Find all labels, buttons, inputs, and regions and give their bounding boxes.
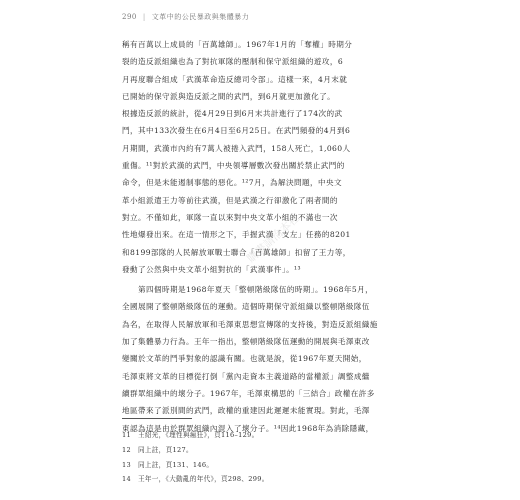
footnote-item	[122, 472, 269, 487]
running-header	[122, 12, 249, 22]
text-line: 性地爆發出來。在這一情形之下，手握武漢「支左」任務的8201	[122, 230, 351, 240]
text-line: 第四個時期是1968年夏天「整頓階級隊伍的時期」。1968年5月，	[138, 285, 374, 295]
text-line: 重傷。¹¹對於武漢的武鬥，中央領導層數次發出關於禁止武鬥的	[122, 161, 345, 171]
text-line: 地區帶來了派別間的武鬥，政權的重建因此遲遲未能實現。對此，毛澤	[122, 406, 370, 416]
book-title: 文革中的公民暴政與集體暴力	[151, 13, 250, 21]
footnote-text: 同上註，頁131、146。	[138, 460, 214, 469]
footnote-number: 13	[122, 460, 131, 469]
footnote-number: 14	[122, 475, 131, 484]
footnotes	[122, 428, 269, 487]
text-line: 對立。不僅如此，軍隊一直以來對中央文革小組的不滿也一次	[122, 212, 338, 222]
footnote-divider	[122, 418, 192, 419]
body-text	[122, 36, 418, 437]
footnote-number: 12	[122, 445, 131, 454]
text-line: 發動了公然與中央文革小組對抗的「武漢事件」。¹³	[122, 264, 301, 274]
paragraph-2	[122, 281, 418, 437]
watermark: 購書請洽本社	[244, 211, 303, 266]
footnote-number: 11	[122, 431, 131, 439]
text-line: 變關於文革的鬥爭對象的認識有關。也就是說，從1967年夏天開始，	[122, 354, 367, 364]
text-line: 和8199部隊的人民解放軍戰士聯合「百萬雄師」扣留了王力等，	[122, 247, 351, 257]
text-line: 毛澤東將文革的目標從打倒「黨內走資本主義道路的當權派」調整成繼	[122, 371, 370, 381]
text-line: 已開始的保守派與造反派之間的武鬥，到6月就更加激化了。	[122, 91, 336, 101]
paragraph-1	[122, 36, 418, 278]
footnote-item	[122, 428, 269, 443]
text-line: 東認為這是由於群眾組織內混入了壞分子。¹⁴因此1968年為消除隱藏，	[122, 423, 374, 433]
text-line: 裂的造反派組織也為了對抗軍隊的壓制和保守派組織的遊攻，6	[122, 57, 344, 67]
text-line: 革小組派遣王力等前往武漢，但是武漢之行卻激化了兩者間的	[122, 195, 338, 205]
text-line: 月期間，武漢市內約有7萬人被捲入武鬥，158人死亡，1,060人	[122, 143, 351, 153]
text-line: 加了集體暴力行為。王年一指出，整頓階級隊伍運動的開展與毛澤東改	[122, 337, 370, 347]
footnote-text: 同上註，頁127。	[138, 445, 193, 454]
footnote-text: 王紹光，《理性與瘋狂》，頁116–129。	[138, 431, 259, 439]
page-number: 290	[122, 13, 137, 21]
text-line: 續群眾組織中的壞分子。1967年，毛澤東構思的「三結合」政權在許多	[122, 388, 375, 398]
footnote-item	[122, 458, 269, 473]
footnote-text: 王年一，《大動亂的年代》，頁298、299。	[138, 475, 269, 484]
text-line: 全國展開了整頓階級隊伍的運動。這個時期保守派組織以整頓階級隊伍	[122, 302, 370, 312]
text-line: 鬥，其中133次發生在6月4日至6月25日。在武鬥頻發的4月到6	[122, 126, 351, 136]
text-line: 月再度聯合組成「武漢革命造反總司令部」。這樣一來，4月末就	[122, 74, 348, 84]
text-line: 稱有百萬以上成員的「百萬雄師」。1967年1月的「奪權」時期分	[122, 40, 353, 49]
text-line: 命令，但是未能遏制事態的惡化。¹²7月，為解決問題，中央文	[122, 178, 342, 188]
footnote-item	[122, 443, 269, 458]
header-separator: |	[142, 13, 146, 21]
text-line: 根據造反派的統計，從4月29日到6月末共計進行了174次的武	[122, 109, 343, 119]
text-line: 為名，在取得人民解放軍和毛澤東思想宣傳隊的支持後，對造反派組織施	[122, 319, 378, 329]
